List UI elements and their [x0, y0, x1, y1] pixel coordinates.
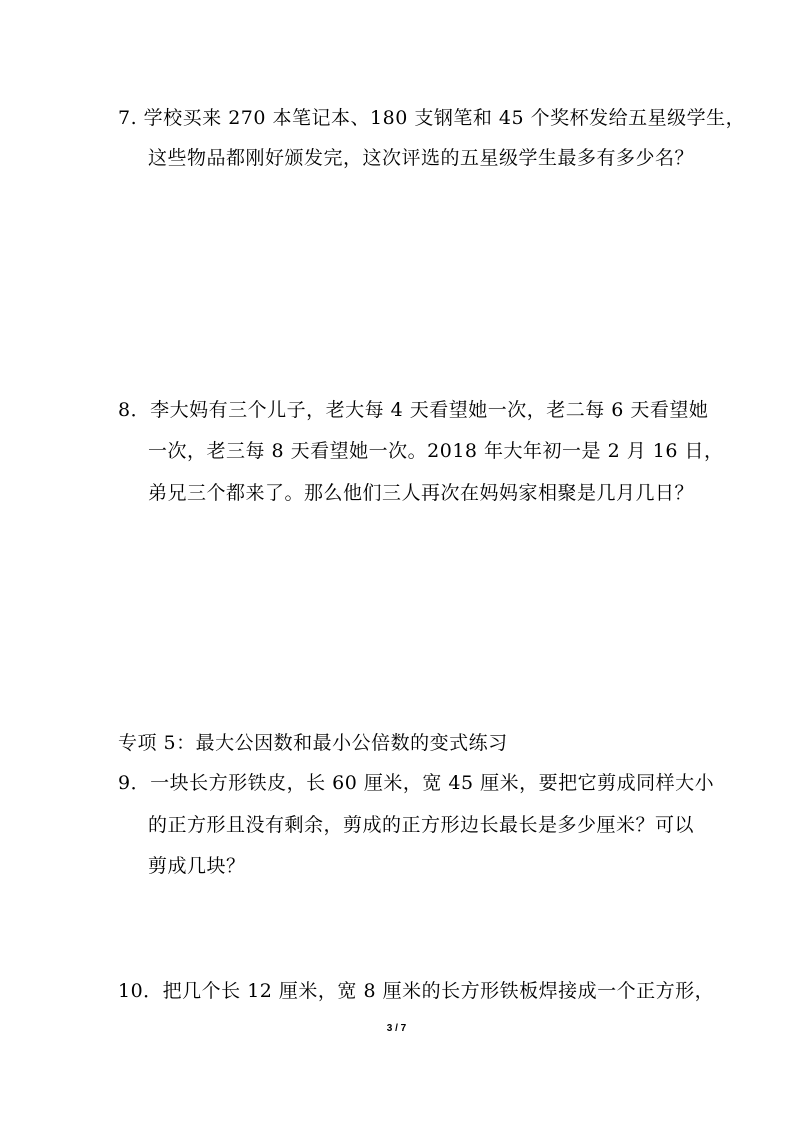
- question-8-line-1: 8．李大妈有三个儿子，老大每 4 天看望她一次，老二每 6 天看望她: [118, 399, 709, 421]
- question-9-line-2: 的正方形且没有剩余，剪成的正方形边长最长是多少厘米？可以: [148, 814, 695, 836]
- question-8-line-2: 一次，老三每 8 天看望她一次。2018 年大年初一是 2 月 16 日，: [148, 440, 724, 462]
- page-number: 3 / 7: [386, 1023, 407, 1034]
- section-title: 专项 5：最大公因数和最小公倍数的变式练习: [118, 732, 508, 754]
- question-7-line-2: 这些物品都刚好颁发完，这次评选的五星级学生最多有多少名？: [148, 147, 695, 169]
- question-8-line-3: 弟兄三个都来了。那么他们三人再次在妈妈家相聚是几月几日？: [148, 482, 695, 504]
- question-9-line-1: 9．一块长方形铁皮，长 60 厘米，宽 45 厘米，要把它剪成同样大小: [118, 772, 715, 794]
- question-7-line-1: 7. 学校买来 270 本笔记本、180 支钢笔和 45 个奖杯发给五星级学生，: [118, 107, 746, 129]
- question-10-line-1: 10．把几个长 12 厘米，宽 8 厘米的长方形铁板焊接成一个正方形，: [118, 980, 715, 1002]
- question-9-line-3: 剪成几块？: [148, 855, 246, 877]
